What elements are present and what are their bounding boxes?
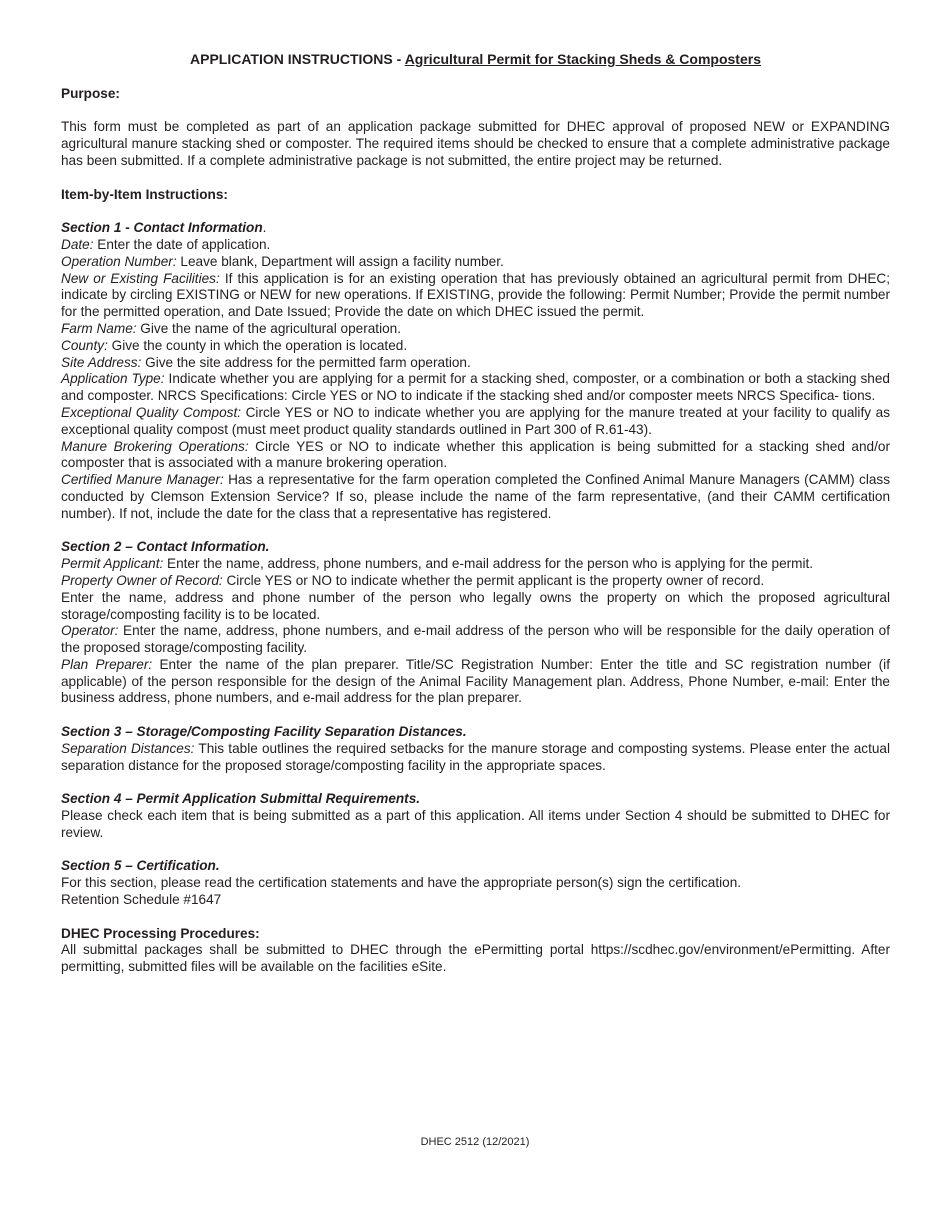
section1-heading bbox=[61, 220, 890, 237]
retention-schedule: Retention Schedule #1647 bbox=[61, 892, 222, 908]
instructions-page bbox=[61, 51, 890, 976]
item-text: Enter the name, address and phone number of the person who legally owns the property on which the proposed agricultural storage/composting facility is to be located. bbox=[61, 589, 890, 622]
section1-item-application-type bbox=[61, 371, 890, 405]
item-text: Enter the name, address, phone numbers, and e-mail address of the person who will be responsible for the daily operation of the proposed storage/composting facility. bbox=[61, 623, 890, 656]
item-label: Permit Applicant: bbox=[61, 556, 164, 572]
item-text: Indicate whether you are applying for a permit for a stacking shed, composter, or a combination or both a stacking shed and composter. NRCS Specifications: Circle YES or NO to indicate if the stacking shed and/or composter meets NRCS Specifica- tions. bbox=[61, 371, 890, 404]
processing-heading: DHEC Processing Procedures: bbox=[61, 925, 260, 941]
item-label: County: bbox=[61, 337, 108, 353]
item-text: Has a representative for the farm operation completed the Confined Animal Manure Managers (CAMM) class conducted by Clemson Extension Service? If so, please include the name of the farm representative, (and their CAMM certification number). If not, include the date for the class that a representative has registered. bbox=[61, 472, 890, 521]
item-label: Site Address: bbox=[61, 354, 142, 370]
item-label: Separation Distances: bbox=[61, 740, 195, 756]
item-label: Property Owner of Record: bbox=[61, 572, 223, 588]
item-label: Certified Manure Manager: bbox=[61, 472, 224, 488]
section4-heading: Section 4 – Permit Application Submittal Requirements. bbox=[61, 791, 421, 807]
item-label: Plan Preparer: bbox=[61, 656, 153, 672]
item-text: Give the name of the agricultural operation. bbox=[136, 320, 402, 336]
item-label: Application Type: bbox=[61, 371, 165, 387]
item-text: Circle YES or NO to indicate whether the permit applicant is the property owner of record. bbox=[222, 572, 765, 588]
section1-item-manure-brokering bbox=[61, 439, 890, 473]
section1-item-county bbox=[61, 338, 890, 355]
title-underlined: Agricultural Permit for Stacking Sheds & Composters bbox=[404, 51, 761, 67]
item-text: Leave blank, Department will assign a facility number. bbox=[176, 253, 504, 269]
section1-item-new-existing bbox=[61, 271, 890, 321]
section3-text bbox=[61, 741, 890, 775]
section1-item-eq-compost bbox=[61, 405, 890, 439]
purpose-text: This form must be completed as part of an application package submitted for DHEC approval of proposed NEW or EXPANDING agricultural manure stacking shed or composter. The required items should be checked to ensure that a complete administrative package has been submitted. If a complete administrative package is not submitted, the entire project may be returned. bbox=[61, 119, 890, 168]
item-label: Exceptional Quality Compost: bbox=[61, 404, 241, 420]
section2-item-permit-applicant bbox=[61, 556, 890, 573]
section2-item-property-owner bbox=[61, 573, 890, 590]
purpose-heading: Purpose: bbox=[61, 85, 120, 101]
item-label: Operation Number: bbox=[61, 253, 177, 269]
section1-item-operation-number bbox=[61, 254, 890, 271]
section1-heading-suffix: . bbox=[262, 220, 267, 236]
item-label: Date: bbox=[61, 236, 94, 252]
section2-item-owner-details bbox=[61, 590, 890, 624]
item-label: Farm Name: bbox=[61, 320, 137, 336]
item-label: Operator: bbox=[61, 623, 119, 639]
section1-item-certified-manager bbox=[61, 472, 890, 522]
section1-item-date bbox=[61, 237, 890, 254]
item-text: Give the site address for the permitted farm operation. bbox=[141, 354, 471, 370]
form-number-footer: DHEC 2512 (12/2021) bbox=[420, 1136, 530, 1148]
section2-item-plan-preparer bbox=[61, 657, 890, 707]
item-text: This table outlines the required setbacks for the manure storage and composting systems. Please enter the actual separation distance for the proposed storage/composting facility in the appropriate spaces. bbox=[61, 740, 890, 773]
item-instructions-heading: Item-by-Item Instructions: bbox=[61, 186, 228, 202]
section2-item-operator bbox=[61, 623, 890, 657]
item-label: New or Existing Facilities: bbox=[61, 270, 220, 286]
item-label: Manure Brokering Operations: bbox=[61, 438, 249, 454]
item-text: Enter the name, address, phone numbers, and e-mail address for the person who is applying for the permit. bbox=[163, 556, 814, 572]
section1-item-site-address bbox=[61, 355, 890, 372]
section3-heading: Section 3 – Storage/Composting Facility Separation Distances. bbox=[61, 724, 467, 740]
section1-item-farm-name bbox=[61, 321, 890, 338]
section4-text: Please check each item that is being submitted as a part of this application. All items under Section 4 should be submitted to DHEC for review. bbox=[61, 808, 890, 840]
item-text: If this application is for an existing operation that has previously obtained an agricultural permit from DHEC; indicate by circling EXISTING or NEW for new operations. If EXISTING, provide the following: Permit Number; Provide the permit number for the permitted operation, and Date Issued; Provide the date on which DHEC issued the permit. bbox=[61, 270, 890, 320]
item-text: Enter the name of the plan preparer. Title/SC Registration Number: Enter the title and SC registration number (if applicable) of the person responsible for the design of the Animal Facility Management plan. Address, Phone Number, e-mail: Enter the business address, phone numbers, and e-mail address for the plan preparer. bbox=[61, 656, 890, 706]
item-text: Enter the date of application. bbox=[93, 236, 271, 252]
section5-heading: Section 5 – Certification. bbox=[61, 858, 220, 874]
page-title bbox=[61, 51, 890, 68]
item-text: Circle YES or NO to indicate whether this application is being submitted for a stacking shed and/or composter that is associated with a manure brokering operation. bbox=[61, 438, 890, 471]
section5-text: For this section, please read the certification statements and have the appropriate person(s) sign the certification. bbox=[61, 875, 742, 891]
item-text: Give the county in which the operation is located. bbox=[107, 337, 408, 353]
section1-heading-text: Section 1 - Contact Information bbox=[61, 220, 263, 236]
processing-text: All submittal packages shall be submitted to DHEC through the ePermitting portal https://scdhec.gov/environment/ePermitting. After permitting, submitted files will be available on the facilities eSite. bbox=[61, 942, 890, 975]
title-prefix: APPLICATION INSTRUCTIONS - bbox=[190, 51, 405, 67]
item-text: Circle YES or NO to indicate whether you are applying for the manure treated at your facility to qualify as exceptional quality compost (must meet product quality standards outlined in Part 300 of R.61-43). bbox=[61, 404, 890, 437]
section2-heading: Section 2 – Contact Information. bbox=[61, 539, 270, 555]
